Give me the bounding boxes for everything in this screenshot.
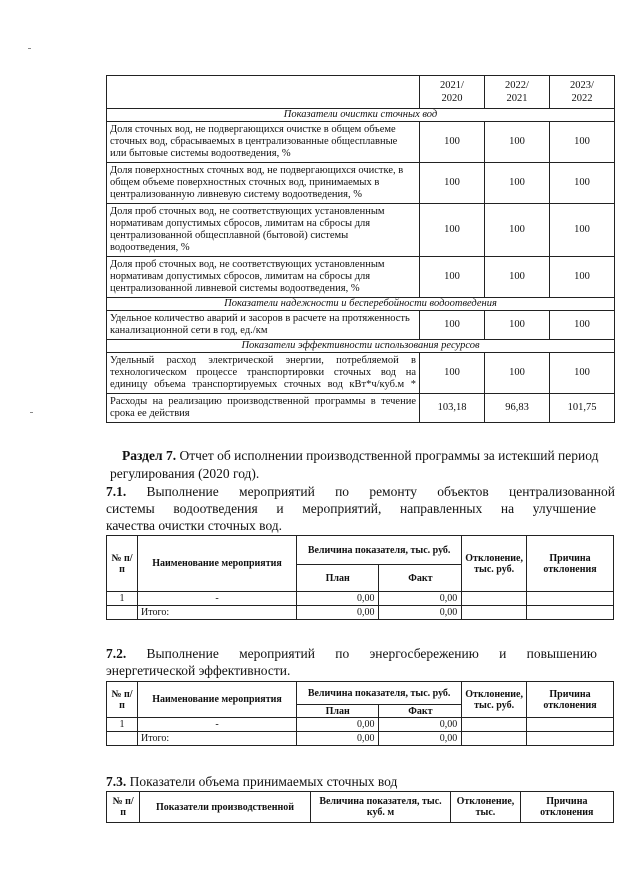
total-deviation (462, 732, 527, 746)
subsection-7-2-num: 7.2. (106, 646, 127, 661)
section-title: Показатели надежности и бесперебойности водоотведения (107, 298, 615, 311)
total-num (107, 732, 138, 746)
indicator-desc: Доля проб сточных вод, не соответствующих установленным нормативам допустимых сбросов, лимитам на сбросы для централизованной общесплавной (бытовой) системы водоотведения, % (107, 204, 420, 257)
row-fact: 0,00 (379, 592, 462, 606)
indicator-value: 100 (420, 122, 485, 163)
row-reason (527, 592, 614, 606)
total-plan: 0,00 (297, 732, 379, 746)
row-plan: 0,00 (297, 718, 379, 732)
subsection-7-1-line2: системы водоотведения и мероприятий, направленных на улучшение (106, 501, 596, 516)
events-table-7-1 (106, 535, 614, 620)
total-plan: 0,00 (297, 606, 379, 620)
table-row (107, 257, 615, 298)
section-row (107, 340, 615, 353)
table-row (107, 353, 615, 394)
indicator-value: 100 (420, 353, 485, 394)
indicator-value: 100 (550, 257, 615, 298)
row-num: 1 (107, 592, 138, 606)
total-reason (527, 732, 614, 746)
indicator-value: 100 (420, 311, 485, 340)
indicator-desc: Доля сточных вод, не подвергающихся очистке в общем объеме сточных вод, сбрасываемых в централизованные общесплавные или бытовые системы водоотведения, % (107, 122, 420, 163)
subsection-7-1-text: Выполнение мероприятий по ремонту объектов централизованной (126, 484, 615, 499)
subsection-7-3-num: 7.3. (106, 774, 127, 789)
subsection-7-2-line2: энергетической эффективности. (106, 663, 291, 678)
subsection-7-1-num: 7.1. (106, 484, 127, 499)
subsection-7-2-text: Выполнение мероприятий по энергосбережению и повышению (126, 646, 597, 661)
section-title: Показатели очистки сточных вод (107, 109, 615, 122)
scan-mark (30, 412, 33, 413)
row-deviation (462, 718, 527, 732)
section-row (107, 109, 615, 122)
col-num-header: № п/п (107, 792, 140, 823)
total-label: Итого: (138, 732, 297, 746)
table-row (107, 311, 615, 340)
empty-header-cell (107, 76, 420, 109)
subsection-7-2-line1 (106, 645, 597, 662)
row-fact: 0,00 (379, 718, 462, 732)
indicator-value: 96,83 (485, 394, 550, 423)
volume-table-7-3 (106, 791, 614, 823)
col-num-header: № п/п (107, 536, 138, 592)
total-fact: 0,00 (379, 732, 462, 746)
table-total-row (107, 606, 614, 620)
col-plan-header: План (297, 705, 379, 718)
table-row (107, 204, 615, 257)
indicator-desc: Удельный расход электрической энергии, потребляемой в технологическом процессе транспортировки сточных вод на единицу объема транспортируемых сточных вод кВт*ч/куб.м * (107, 353, 420, 394)
scan-mark (28, 48, 31, 49)
indicator-value: 100 (485, 204, 550, 257)
table-header-row (107, 792, 614, 823)
table-row (107, 592, 614, 606)
indicator-value: 100 (420, 204, 485, 257)
subsection-7-1-line1 (106, 483, 615, 500)
section-7-heading (122, 447, 616, 464)
col-reason-header: Причина отклонения (520, 792, 613, 823)
total-num (107, 606, 138, 620)
total-deviation (462, 606, 527, 620)
col-value-header: Величина показателя, тыс. руб. (297, 536, 462, 565)
indicator-desc: Доля проб сточных вод, не соответствующих установленным нормативам допустимых сбросов, лимитам на сбросы для централизованной ливневой системы водоотведения, % (107, 257, 420, 298)
col-name-header: Показатели производственной (140, 792, 311, 823)
section-7-heading-line2: регулирования (2020 год). (110, 466, 260, 481)
table-row (107, 394, 615, 423)
col-value-header: Величина показателя, тыс. руб. (297, 682, 462, 705)
indicator-value: 103,18 (420, 394, 485, 423)
col-fact-header: Факт (379, 565, 462, 592)
total-fact: 0,00 (379, 606, 462, 620)
table-header-row (107, 682, 614, 705)
col-deviation-header: Отклонение, тыс. руб. (462, 682, 527, 718)
indicator-value: 100 (550, 122, 615, 163)
indicator-value: 100 (550, 353, 615, 394)
total-reason (527, 606, 614, 620)
col-reason-header: Причина отклонения (527, 682, 614, 718)
col-plan-header: План (297, 565, 379, 592)
row-name: - (138, 592, 297, 606)
row-reason (527, 718, 614, 732)
section-7-title: Отчет об исполнении производственной программы за истекший период (176, 448, 599, 463)
subsection-7-3-text: Показатели объема принимаемых сточных вод (126, 774, 398, 789)
indicator-value: 100 (420, 257, 485, 298)
indicator-value: 101,75 (550, 394, 615, 423)
table-row (107, 122, 615, 163)
table-total-row (107, 732, 614, 746)
year-header: 2022/ 2021 (485, 76, 550, 109)
col-name-header: Наименование мероприятия (138, 536, 297, 592)
table-row (107, 163, 615, 204)
col-fact-header: Факт (379, 705, 462, 718)
row-num: 1 (107, 718, 138, 732)
section-7-label: Раздел 7. (122, 448, 177, 463)
subsection-7-1-line3: качества очистки сточных вод. (106, 518, 283, 533)
indicator-value: 100 (420, 163, 485, 204)
row-deviation (462, 592, 527, 606)
table-header-row (107, 76, 615, 109)
indicator-value: 100 (485, 311, 550, 340)
indicator-value: 100 (485, 163, 550, 204)
performance-table (106, 75, 615, 423)
indicator-value: 100 (485, 257, 550, 298)
col-value-header: Величина показателя, тыс. куб. м (310, 792, 450, 823)
indicator-value: 100 (485, 353, 550, 394)
subsection-7-3-line1 (106, 773, 397, 790)
indicator-value: 100 (550, 163, 615, 204)
col-num-header: № п/п (107, 682, 138, 718)
section-row (107, 298, 615, 311)
indicator-desc: Удельное количество аварий и засоров в расчете на протяженность канализационной сети в год, ед./км (107, 311, 420, 340)
col-reason-header: Причина отклонения (527, 536, 614, 592)
year-header: 2023/ 2022 (550, 76, 615, 109)
section-title: Показатели эффективности использования ресурсов (107, 340, 615, 353)
col-name-header: Наименование мероприятия (138, 682, 297, 718)
row-name: - (138, 718, 297, 732)
year-header: 2021/ 2020 (420, 76, 485, 109)
events-table-7-2 (106, 681, 614, 746)
indicator-value: 100 (550, 311, 615, 340)
col-deviation-header: Отклонение, тыс. (451, 792, 520, 823)
indicator-desc: Доля поверхностных сточных вод, не подвергающихся очистке, в общем объеме поверхностных сточных вод, принимаемых в централизованную ливневую систему водоотведения, % (107, 163, 420, 204)
table-row (107, 718, 614, 732)
table-header-row (107, 536, 614, 565)
col-deviation-header: Отклонение, тыс. руб. (462, 536, 527, 592)
total-label: Итого: (138, 606, 297, 620)
indicator-desc: Расходы на реализацию производственной программы в течение срока ее действия (107, 394, 420, 423)
indicator-value: 100 (485, 122, 550, 163)
row-plan: 0,00 (297, 592, 379, 606)
indicator-value: 100 (550, 204, 615, 257)
